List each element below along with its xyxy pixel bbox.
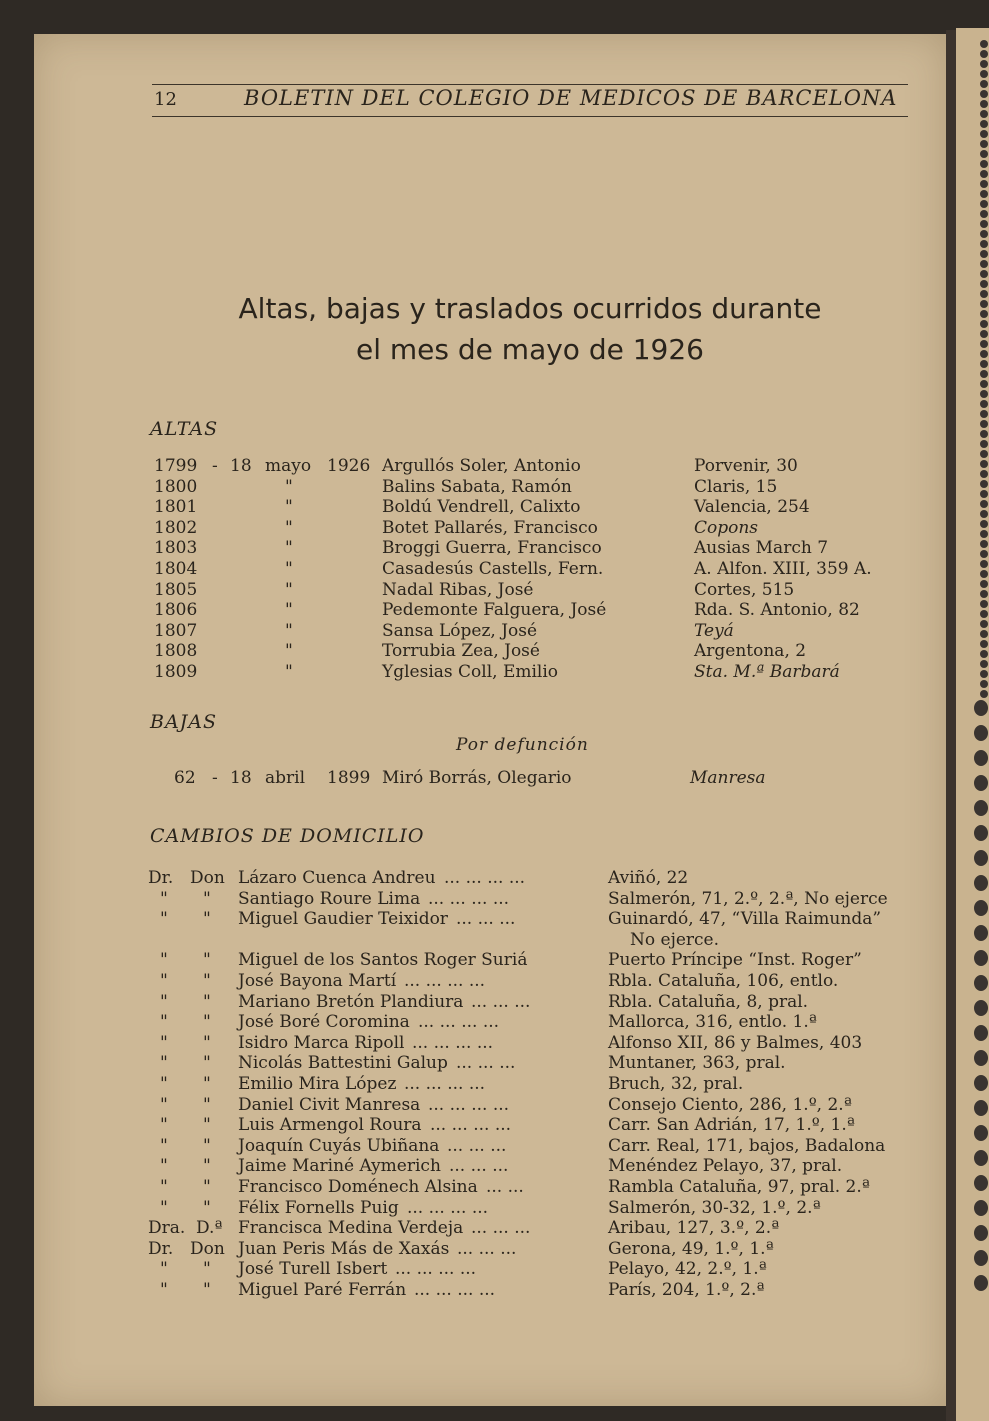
binding-hole (980, 220, 988, 228)
member-name: Miguel Gaudier Teixidor (238, 909, 448, 930)
title-honorific: " (203, 1032, 211, 1053)
header-rule-top (152, 84, 908, 85)
member-address: Bruch, 32, pral. (608, 1074, 744, 1094)
binding-hole (974, 1025, 988, 1041)
date-month: " (285, 497, 293, 518)
binding-hole (980, 450, 988, 458)
member-address: Sta. M.ª Barbará (694, 662, 840, 682)
page-number: 12 (154, 89, 177, 110)
member-name: Nadal Ribas, José (382, 579, 534, 600)
date-month: " (285, 600, 293, 621)
member-name: Botet Pallarés, Francisco (382, 517, 598, 538)
leader-dots: ... ... ... ... (395, 1259, 477, 1280)
leader-dots: ... ... ... (456, 1053, 516, 1074)
title-honorific: " (203, 909, 211, 930)
member-name: Torrubia Zea, José (382, 641, 540, 662)
leader-dots: ... ... ... (471, 1218, 531, 1239)
member-address: Valencia, 254 (694, 497, 810, 518)
binding-hole (980, 210, 988, 218)
binding-hole (980, 240, 988, 248)
article-title-line1: Altas, bajas y traslados ocurridos durante (238, 292, 822, 325)
binding-hole (980, 70, 988, 78)
binding-hole (974, 1200, 988, 1216)
binding-hole (980, 500, 988, 508)
member-name: Luis Armengol Roura (238, 1115, 422, 1136)
leader-dots: ... ... (486, 1177, 524, 1197)
member-name: Casadesús Castells, Fern. (382, 559, 604, 579)
date-month: " (285, 517, 293, 538)
member-number: 1801 (154, 497, 198, 518)
binding-hole (980, 130, 988, 138)
member-name: Broggi Guerra, Francisco (382, 538, 602, 559)
date-year: 1899 (327, 768, 371, 788)
binding-hole (974, 975, 988, 991)
binding-hole (980, 370, 988, 378)
title-prefix: " (160, 1032, 168, 1053)
date-dash: - (212, 456, 218, 476)
binding-hole (980, 690, 988, 698)
member-address: Mallorca, 316, entlo. 1.ª (608, 1012, 817, 1033)
binding-hole (980, 390, 988, 398)
leader-dots: ... ... ... ... (404, 971, 486, 991)
title-prefix: " (160, 1156, 168, 1177)
binding-hole (980, 570, 988, 578)
leader-dots: ... ... ... (471, 991, 531, 1012)
binding-hole (974, 850, 988, 866)
binding-hole (980, 170, 988, 178)
binding-hole (980, 440, 988, 448)
member-address: Cortes, 515 (694, 579, 795, 600)
leader-dots: ... ... ... ... (444, 868, 526, 888)
title-honorific: " (203, 1094, 211, 1115)
member-address: Rambla Cataluña, 97, pral. 2.ª (608, 1177, 870, 1197)
binding-hole (980, 550, 988, 558)
binding-hole (980, 530, 988, 538)
binding-hole (974, 900, 988, 916)
binding-hole (980, 230, 988, 238)
binding-hole (980, 480, 988, 488)
binding-hole (980, 360, 988, 368)
title-prefix: " (160, 950, 168, 971)
title-honorific: " (203, 991, 211, 1012)
binding-hole (980, 490, 988, 498)
member-address: Rda. S. Antonio, 82 (694, 600, 860, 621)
leader-dots: ... ... ... (449, 1156, 509, 1177)
binding-hole (974, 1100, 988, 1116)
member-address: A. Alfon. XIII, 359 A. (694, 559, 872, 579)
binding-hole (980, 120, 988, 128)
binding-hole (974, 725, 988, 741)
title-honorific: " (203, 950, 211, 971)
binding-hole (980, 680, 988, 688)
member-name: Argullós Soler, Antonio (382, 456, 581, 476)
binding-hole (980, 330, 988, 338)
binding-hole (980, 540, 988, 548)
member-address: Consejo Ciento, 286, 1.º, 2.ª (608, 1094, 852, 1115)
date-month: " (285, 641, 293, 662)
member-address: Claris, 15 (694, 476, 778, 497)
member-address: Guinardó, 47, “Villa Raimunda” (608, 909, 882, 930)
binding-hole (980, 460, 988, 468)
member-address: Copons (694, 517, 759, 538)
member-name: Pedemonte Falguera, José (382, 600, 607, 621)
binding-hole (980, 630, 988, 638)
binding-hole (974, 950, 988, 966)
binding-hole (980, 660, 988, 668)
binding-hole (974, 1275, 988, 1291)
member-address: Teyá (694, 620, 734, 641)
member-name: Isidro Marca Ripoll (238, 1032, 405, 1053)
binding-hole (980, 50, 988, 58)
binding-hole (980, 310, 988, 318)
date-month: " (285, 579, 293, 600)
binding-hole (980, 290, 988, 298)
member-address: Argentona, 2 (694, 641, 807, 662)
binding-hole (980, 670, 988, 678)
member-number: 62 (174, 768, 196, 788)
leader-dots: ... ... ... ... (412, 1032, 494, 1053)
member-number: 1805 (154, 579, 198, 600)
member-name: Balins Sabata, Ramón (382, 476, 572, 497)
binding-hole (980, 590, 988, 598)
leader-dots: ... ... ... ... (428, 1094, 510, 1115)
binding-hole (974, 1125, 988, 1141)
member-address: Porvenir, 30 (694, 456, 798, 476)
leader-dots: ... ... ... ... (407, 1197, 489, 1218)
date-dash: - (212, 768, 218, 788)
title-honorific: Don (190, 868, 225, 888)
binding-hole (974, 800, 988, 816)
date-month: " (285, 476, 293, 497)
title-honorific: " (203, 1259, 211, 1280)
date-month: mayo (265, 456, 312, 476)
member-address: Pelayo, 42, 2.º, 1.ª (608, 1259, 767, 1280)
binding-hole (980, 640, 988, 648)
member-name: José Boré Coromina (238, 1012, 410, 1033)
title-honorific: D.ª (196, 1218, 223, 1239)
date-day: 18 (230, 768, 252, 788)
binding-hole (980, 350, 988, 358)
member-address: Aviñó, 22 (608, 868, 689, 888)
member-address: Ausias March 7 (694, 538, 829, 559)
member-name: Santiago Roure Lima (238, 888, 421, 909)
title-honorific: " (203, 1135, 211, 1156)
date-month: abril (265, 768, 306, 788)
leader-dots: ... ... ... ... (404, 1074, 486, 1094)
binding-hole (974, 1250, 988, 1266)
leader-dots: ... ... ... (457, 1238, 517, 1259)
title-prefix: " (160, 909, 168, 930)
title-honorific: " (203, 1074, 211, 1094)
member-name: Francisco Doménech Alsina (238, 1177, 478, 1197)
binding-hole (980, 610, 988, 618)
member-name: Yglesias Coll, Emilio (382, 662, 559, 682)
member-address: Rbla. Cataluña, 8, pral. (608, 991, 809, 1012)
binding-hole (974, 775, 988, 791)
binding-hole (974, 750, 988, 766)
member-address: Puerto Príncipe “Inst. Roger” (608, 950, 862, 971)
binding-hole (980, 470, 988, 478)
title-prefix: " (160, 888, 168, 909)
title-prefix: " (160, 1115, 168, 1136)
binding-hole (980, 560, 988, 568)
binding-hole (974, 1050, 988, 1066)
member-address: Salmerón, 30-32, 1.º, 2.ª (608, 1197, 821, 1218)
binding-hole (974, 925, 988, 941)
title-prefix: " (160, 1197, 168, 1218)
binding-hole (980, 510, 988, 518)
title-prefix: " (160, 1177, 168, 1197)
title-prefix: Dr. (148, 1238, 174, 1259)
member-name: Francisca Medina Verdeja (238, 1218, 464, 1239)
binding-hole (974, 1225, 988, 1241)
binding-hole (974, 700, 988, 716)
binding-hole (980, 90, 988, 98)
binding-hole (980, 180, 988, 188)
member-name: Daniel Civit Manresa (238, 1094, 421, 1115)
date-day: 18 (230, 456, 252, 476)
member-number: 1808 (154, 641, 198, 662)
member-name: Lázaro Cuenca Andreu (238, 868, 436, 888)
member-address: Rbla. Cataluña, 106, entlo. (608, 971, 839, 991)
title-prefix: " (160, 1012, 168, 1033)
binding-hole (980, 150, 988, 158)
binding-hole (974, 1150, 988, 1166)
member-address: Alfonso XII, 86 y Balmes, 403 (608, 1032, 863, 1053)
member-number: 1800 (154, 476, 198, 497)
binding-hole (974, 875, 988, 891)
binding-hole (980, 250, 988, 258)
member-address: Carr. San Adrián, 17, 1.º, 1.ª (608, 1115, 855, 1136)
date-month: " (285, 538, 293, 559)
member-number: 1799 (154, 456, 198, 476)
title-honorific: " (203, 888, 211, 909)
member-number: 1802 (154, 517, 198, 538)
binding-hole (980, 40, 988, 48)
title-prefix: " (160, 1053, 168, 1074)
binding-hole (980, 520, 988, 528)
member-number: 1806 (154, 600, 198, 621)
binding-hole (974, 825, 988, 841)
member-address: Muntaner, 363, pral. (608, 1053, 786, 1074)
member-address: Gerona, 49, 1.º, 1.ª (608, 1238, 774, 1259)
leader-dots: ... ... ... ... (428, 888, 510, 909)
leader-dots: ... ... ... ... (430, 1115, 512, 1136)
title-prefix: Dr. (148, 868, 174, 888)
member-address: Salmerón, 71, 2.º, 2.ª, No ejerce (608, 888, 888, 909)
binding-hole (980, 580, 988, 588)
title-honorific: Don (190, 1238, 225, 1259)
member-name: Juan Peris Más de Xaxás (238, 1238, 450, 1259)
title-honorific: " (203, 1012, 211, 1033)
binding-hole (974, 1075, 988, 1091)
member-name: Mariano Bretón Plandiura (238, 991, 464, 1012)
section-altas: ALTAS (150, 418, 219, 440)
title-prefix: " (160, 1259, 168, 1280)
binding-hole (980, 300, 988, 308)
header-rule-bottom (152, 116, 908, 117)
date-month: " (285, 620, 293, 641)
section-cambios: CAMBIOS DE DOMICILIO (150, 825, 425, 847)
journal-title: BOLETIN DEL COLEGIO DE MEDICOS DE BARCELONA (244, 86, 898, 110)
member-name: Nicolás Battestini Galup (238, 1053, 448, 1074)
member-number: 1807 (154, 620, 198, 641)
member-name: Miguel de los Santos Roger Suriá (238, 950, 528, 971)
title-prefix: " (160, 991, 168, 1012)
binding-hole (980, 320, 988, 328)
binding-hole (980, 190, 988, 198)
member-number: 1803 (154, 538, 198, 559)
member-number: 1809 (154, 662, 198, 682)
binding-hole (980, 430, 988, 438)
member-name: José Turell Isbert (238, 1259, 388, 1280)
title-honorific: " (203, 1280, 211, 1300)
date-year: 1926 (327, 456, 371, 476)
leader-dots: ... ... ... ... (418, 1012, 500, 1033)
title-prefix: " (160, 971, 168, 991)
member-address: París, 204, 1.º, 2.ª (608, 1280, 765, 1300)
binding-hole (980, 160, 988, 168)
title-honorific: " (203, 1177, 211, 1197)
leader-dots: ... ... ... ... (414, 1280, 496, 1300)
leader-dots: ... ... ... (456, 909, 516, 930)
binding-gutter (946, 30, 956, 1421)
binding-hole (980, 650, 988, 658)
member-name: Sansa López, José (382, 620, 538, 641)
member-name: José Bayona Martí (238, 971, 397, 991)
binding-hole (980, 340, 988, 348)
member-name: Miguel Paré Ferrán (238, 1280, 407, 1300)
title-honorific: " (203, 1053, 211, 1074)
bajas-subheading: Por defunción (456, 735, 589, 755)
binding-hole (980, 280, 988, 288)
binding-hole (980, 420, 988, 428)
binding-hole (980, 400, 988, 408)
article-title-line2: el mes de mayo de 1926 (356, 333, 704, 366)
title-honorific: " (203, 971, 211, 991)
title-prefix: " (160, 1280, 168, 1300)
title-honorific: " (203, 1197, 211, 1218)
member-name: Félix Fornells Puig (238, 1197, 399, 1218)
member-name: Boldú Vendrell, Calixto (382, 497, 581, 518)
binding-hole (980, 140, 988, 148)
title-prefix: Dra. (148, 1218, 186, 1239)
binding-hole (980, 270, 988, 278)
binding-hole (974, 1000, 988, 1016)
member-address: No ejerce. (630, 929, 720, 950)
binding-hole (974, 1175, 988, 1191)
binding-hole (980, 80, 988, 88)
title-honorific: " (203, 1156, 211, 1177)
binding-hole (980, 620, 988, 628)
date-month: " (285, 559, 293, 579)
member-address: Menéndez Pelayo, 37, pral. (608, 1156, 843, 1177)
title-prefix: " (160, 1135, 168, 1156)
date-month: " (285, 662, 293, 682)
title-prefix: " (160, 1094, 168, 1115)
binding-hole (980, 380, 988, 388)
member-address: Manresa (690, 768, 766, 788)
binding-hole (980, 200, 988, 208)
binding-hole (980, 260, 988, 268)
member-address: Carr. Real, 171, bajos, Badalona (608, 1135, 886, 1156)
member-name: Miró Borrás, Olegario (382, 768, 572, 788)
binding-hole (980, 600, 988, 608)
section-bajas: BAJAS (150, 711, 218, 733)
member-name: Emilio Mira López (238, 1074, 397, 1094)
title-honorific: " (203, 1115, 211, 1136)
member-number: 1804 (154, 559, 198, 579)
binding-hole (980, 410, 988, 418)
binding-hole (980, 60, 988, 68)
leader-dots: ... ... ... (447, 1135, 507, 1156)
member-name: Jaime Mariné Aymerich (238, 1156, 441, 1177)
binding-hole (980, 110, 988, 118)
binding-hole (980, 100, 988, 108)
member-name: Joaquín Cuyás Ubiñana (238, 1135, 440, 1156)
title-prefix: " (160, 1074, 168, 1094)
member-address: Aribau, 127, 3.º, 2.ª (608, 1218, 780, 1239)
